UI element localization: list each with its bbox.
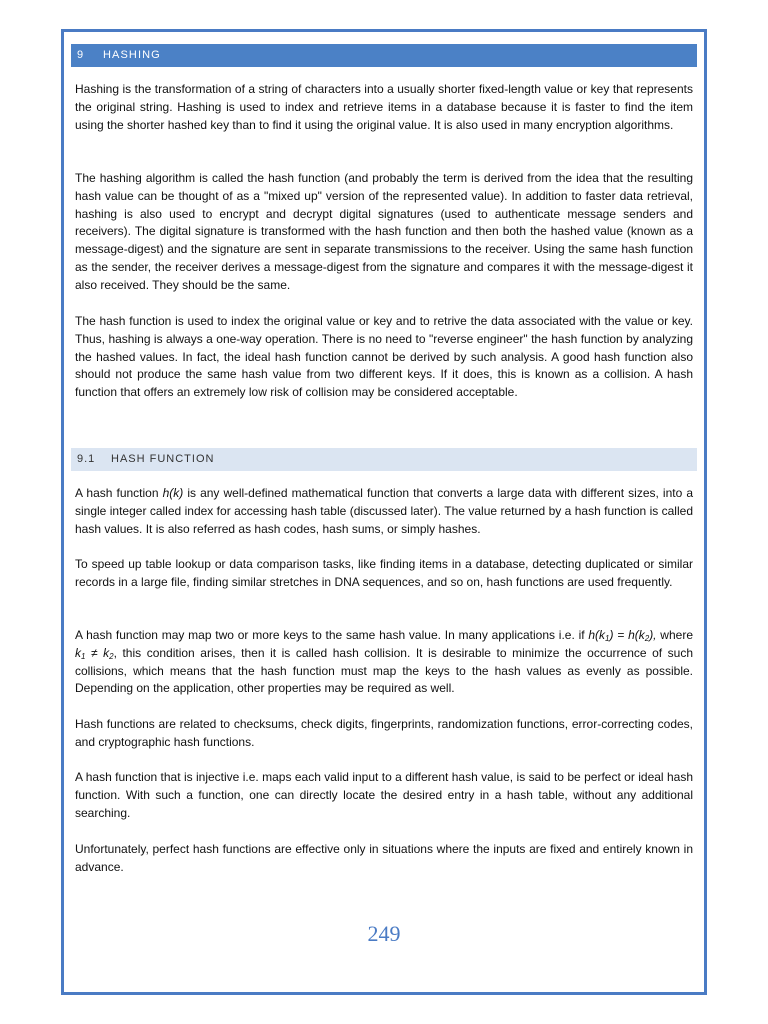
paragraph: Unfortunately, perfect hash functions are effective only in situations where the inputs are fixed and entirely known in advance.	[75, 842, 693, 874]
paragraph: A hash function may map two or more keys to the same hash value. In many applications i.e. if $h(k_1) = h(k_2)$, where $k_1 \ne k_2$, this condition arises, then it is called hash collision. It is desirable to minimize the occurrence of such collisions, which means that the hash function must map the keys to the hash values as evenly as possible. Depending on the application, other properties may be required as well.	[75, 628, 693, 696]
subsection-number: 9.1	[77, 453, 96, 465]
subsection-heading	[71, 448, 697, 471]
paragraph: To speed up table lookup or data comparison tasks, like finding items in a database, detecting duplicated or similar records in a large file, finding similar stretches in DNA sequences, and so on, hash functions are used frequently.	[75, 557, 693, 589]
page-number: 249	[367, 921, 401, 946]
paragraph: Hash functions are related to checksums, check digits, fingerprints, randomization functions, error-correcting codes, and cryptographic hash functions.	[75, 717, 693, 749]
paragraph: A hash function that is injective i.e. maps each valid input to a different hash value, is said to be perfect or ideal hash function. With such a function, one can directly locate the desired entry in a hash table, without any additional searching.	[75, 770, 693, 820]
subsection-title: HASH FUNCTION	[111, 453, 215, 465]
section-title: HASHING	[103, 49, 161, 61]
section-number: 9	[77, 49, 85, 61]
paragraph: The hashing algorithm is called the hash function (and probably the term is derived from the idea that the resulting hash value can be thought of as a "mixed up" version of the represented value). In addition to faster data retrieval, hashing is also used to encrypt and decrypt digital signatures (used to authenticate message senders and receivers). The digital signature is transformed with the hash function and then both the hashed value (known as a message-digest) and the signature are sent in separate transmissions to the receiver. Using the same hash function as the sender, the receiver derives a message-digest from the signature and compares it with the message-digest it also received. They should be the same.	[75, 171, 693, 292]
paragraph: A hash function h(k) is any well-defined mathematical function that converts a large data with different sizes, into a single integer called index for accessing hash table (discussed later). The value returned by a hash function is called hash values. It is also referred as hash codes, hash sums, or simply hashes.	[75, 486, 693, 536]
paragraph: The hash function is used to index the original value or key and to retrive the data associated with the value or key. Thus, hashing is always a one-way operation. There is no need to "reverse engineer" the hash function by analyzing the hashed values. In fact, the ideal hash function cannot be derived by such analysis. A good hash function also should not produce the same hash value from two different keys. If it does, this is known as a collision. A hash function that offers an extremely low risk of collision may be considered acceptable.	[75, 314, 693, 400]
section-heading	[71, 44, 697, 67]
paragraph: Hashing is the transformation of a string of characters into a usually shorter fixed-length value or key that represents the original string. Hashing is used to index and retrieve items in a database because it is faster to find the item using the shorter hashed key than to find it using the original value. It is also used in many encryption algorithms.	[75, 82, 693, 132]
page-frame	[61, 29, 707, 995]
